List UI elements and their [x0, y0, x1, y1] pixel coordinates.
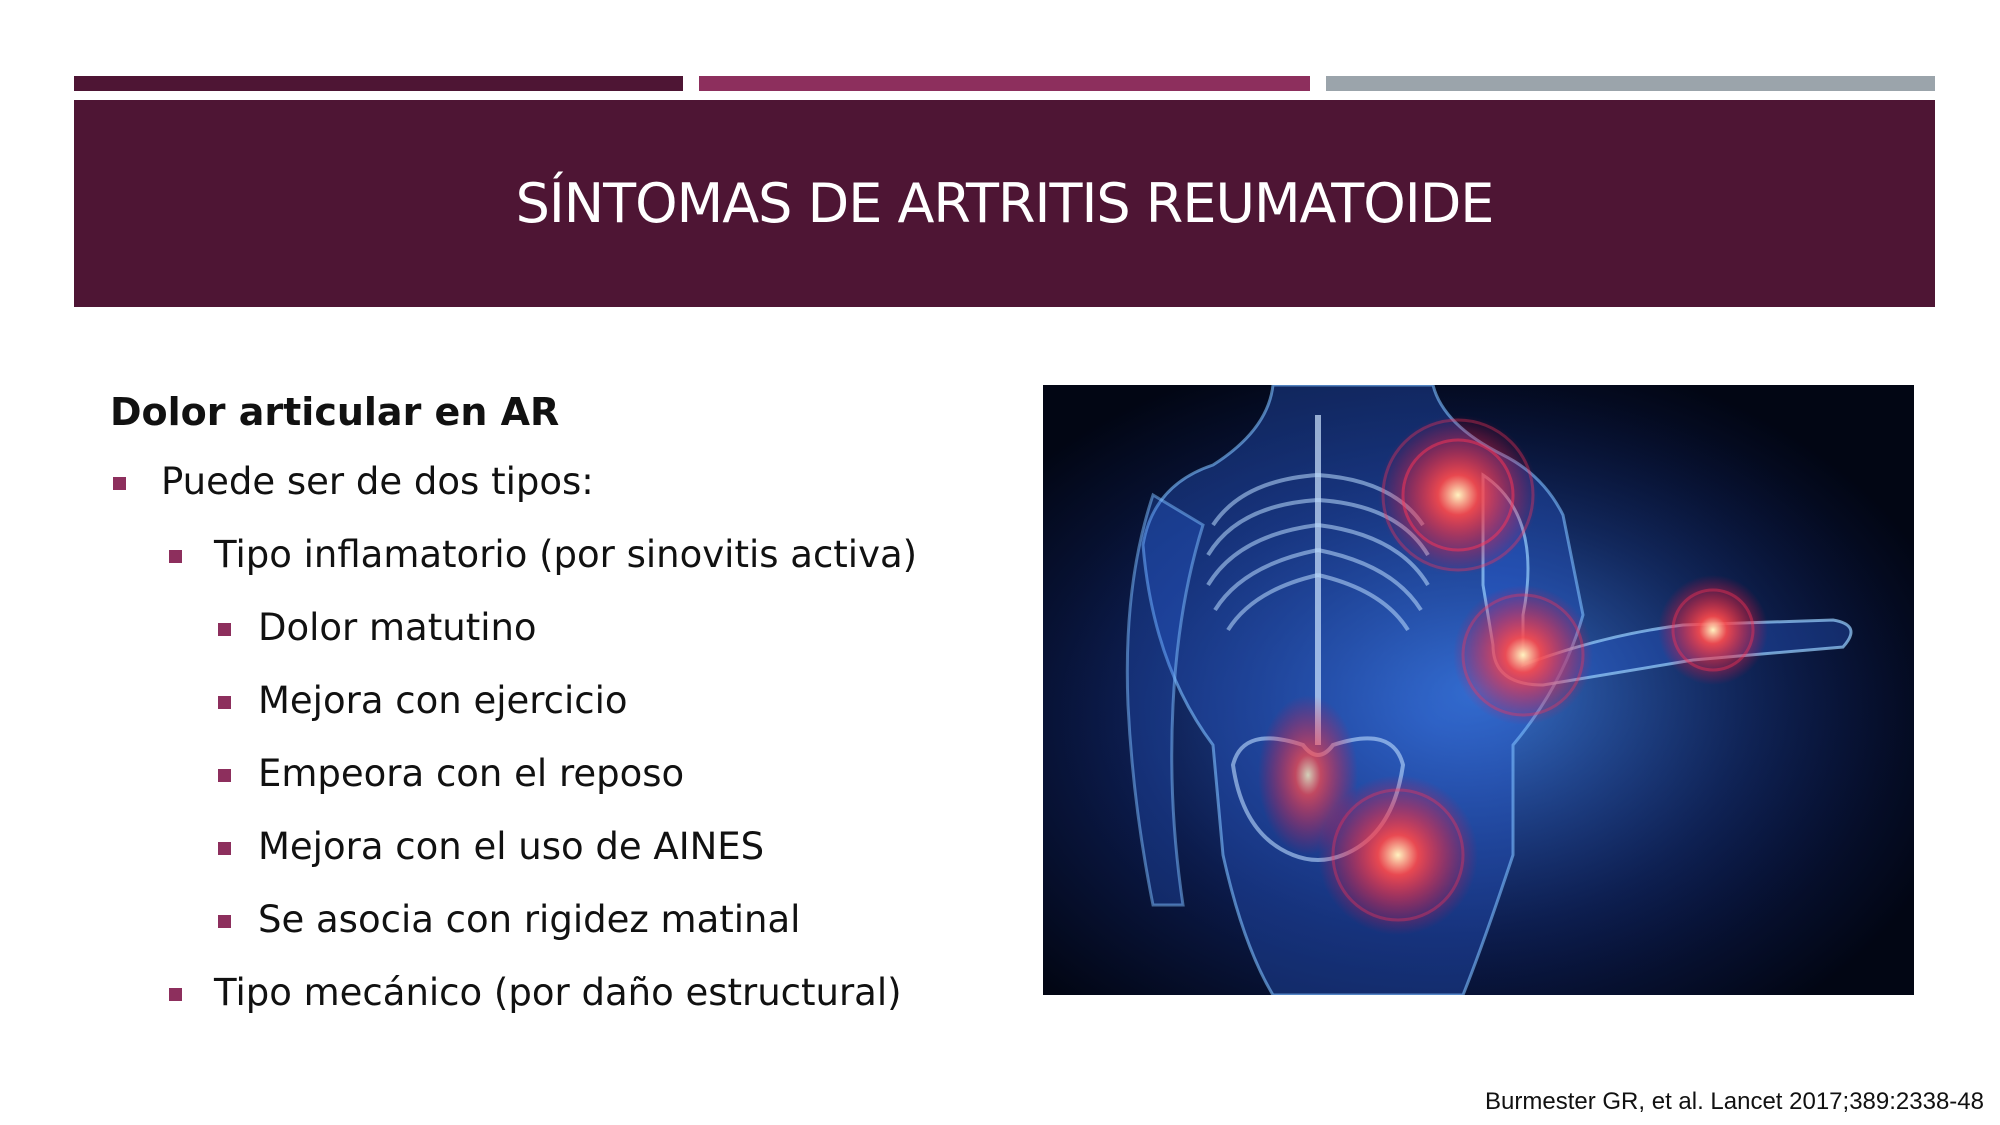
bullet-text: Mejora con ejercicio [258, 679, 628, 722]
square-bullet-icon [113, 477, 126, 490]
bullet-text: Mejora con el uso de AINES [258, 825, 765, 868]
square-bullet-icon [218, 696, 231, 709]
skeleton-illustration [1043, 385, 1914, 995]
bullet-text: Se asocia con rigidez matinal [258, 898, 801, 941]
bullet-text: Tipo inflamatorio (por sinovitis activa) [214, 533, 918, 576]
accent-bar-magenta [699, 76, 1310, 91]
square-bullet-icon [169, 550, 182, 563]
square-bullet-icon [218, 769, 231, 782]
bullet-item [110, 602, 1010, 675]
section-heading: Dolor articular en AR [110, 390, 560, 434]
bullet-text: Puede ser de dos tipos: [161, 460, 594, 503]
accent-bar-dark [74, 76, 683, 91]
bullet-item [110, 748, 1010, 821]
bullet-item [110, 675, 1010, 748]
bullet-text: Dolor matutino [258, 606, 537, 649]
square-bullet-icon [218, 915, 231, 928]
bullet-text: Tipo mecánico (por daño estructural) [214, 971, 902, 1014]
skeleton-joint-pain-image [1043, 385, 1914, 995]
slide-title: SÍNTOMAS DE ARTRITIS REUMATOIDE [515, 172, 1494, 235]
bullet-item [110, 821, 1010, 894]
citation: Burmester GR, et al. Lancet 2017;389:2338-48 [1485, 1088, 1984, 1115]
bullet-item [110, 894, 1010, 967]
bullet-item [110, 456, 1010, 529]
square-bullet-icon [169, 988, 182, 1001]
title-band [74, 100, 1935, 307]
bullet-text: Empeora con el reposo [258, 752, 685, 795]
square-bullet-icon [218, 842, 231, 855]
square-bullet-icon [218, 623, 231, 636]
bullet-item [110, 529, 1010, 602]
bullet-item [110, 967, 1010, 1040]
accent-bar-gray [1326, 76, 1935, 91]
content-body [110, 390, 1010, 1040]
